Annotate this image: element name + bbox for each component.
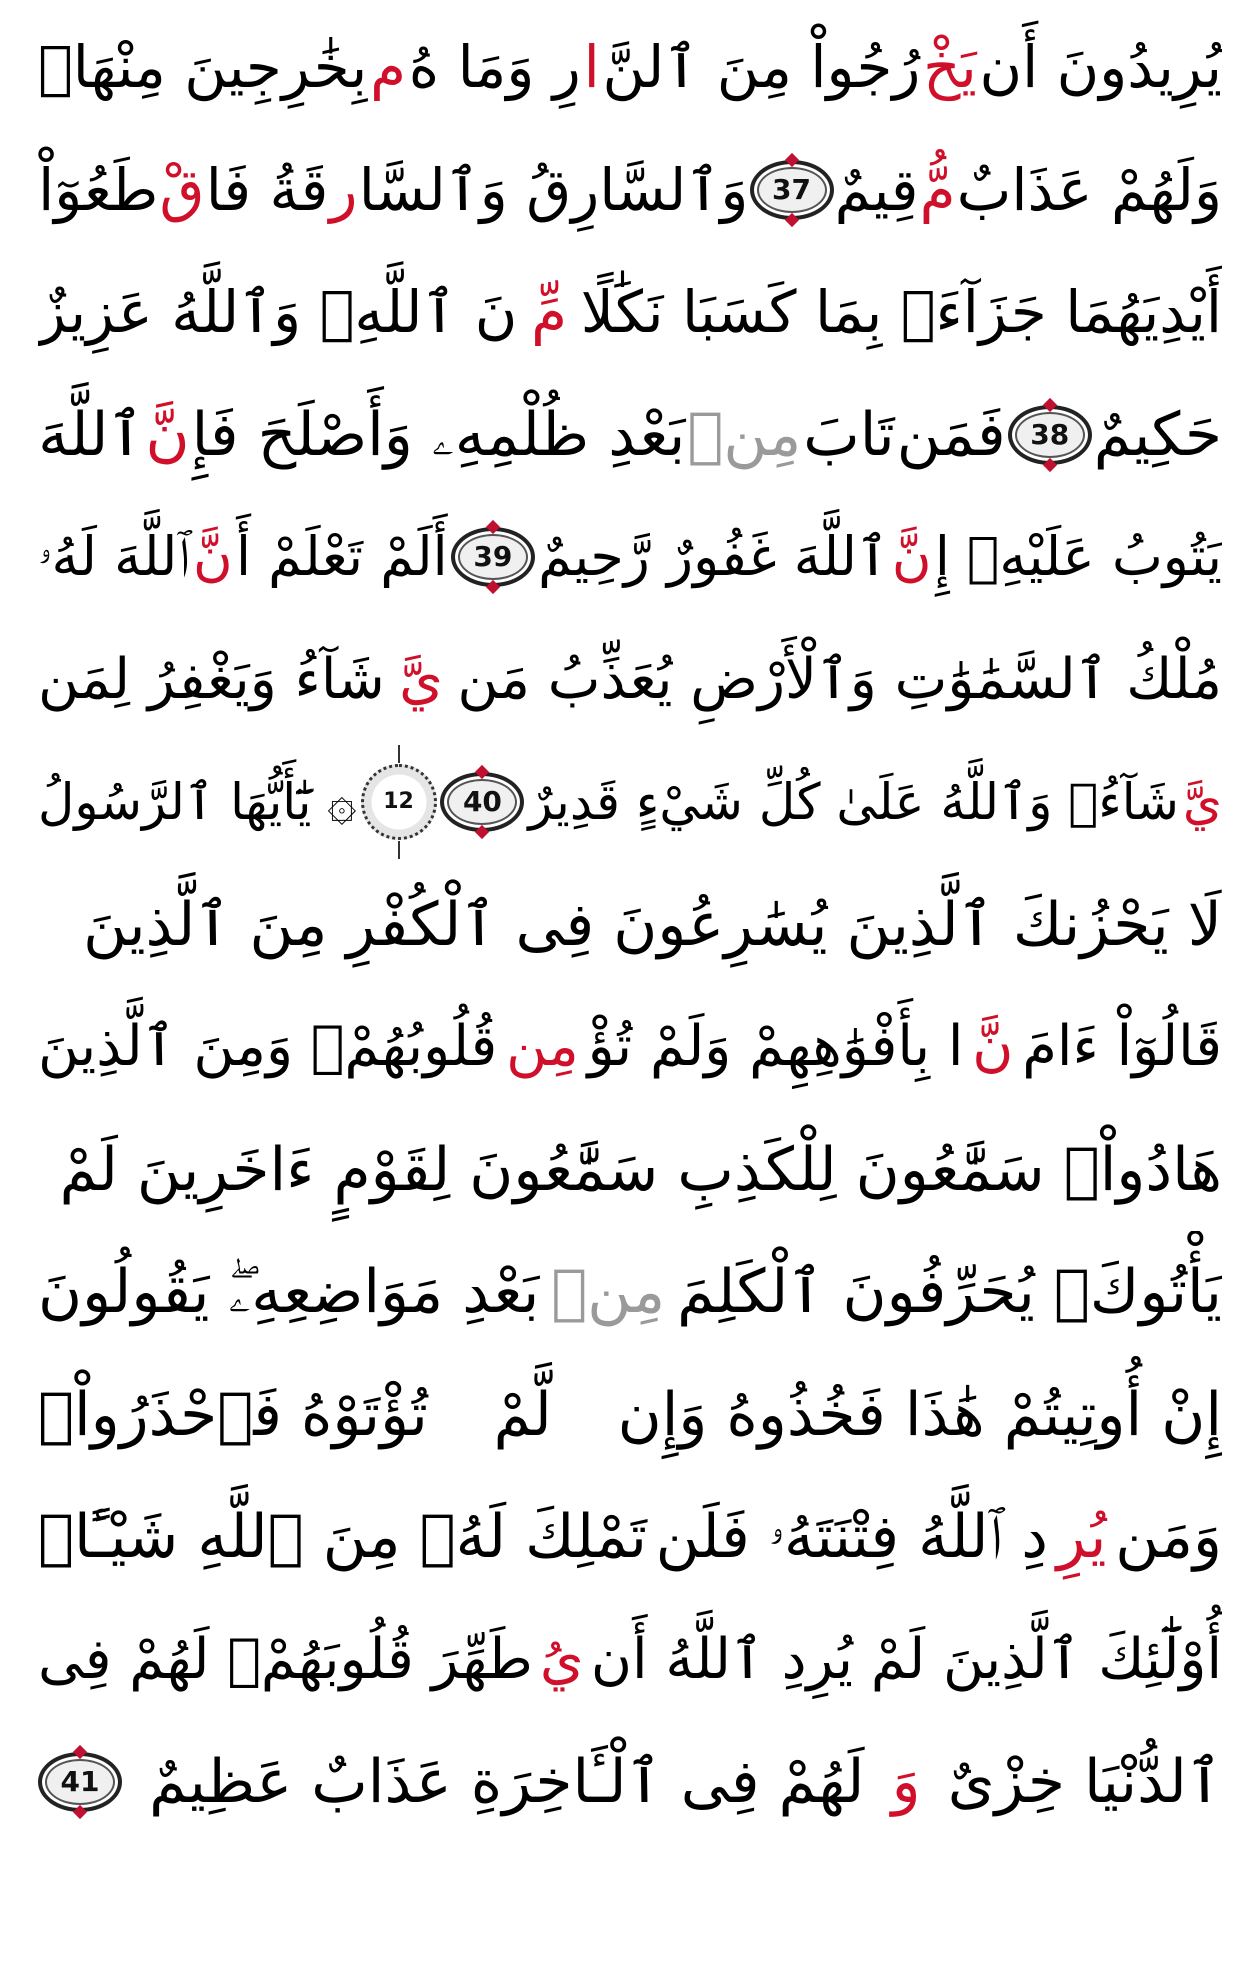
verse-text: لَّمْ	[493, 1379, 552, 1450]
verse-text: لَا يَحْزُنكَ ٱلَّذِينَ يُسَٰرِعُونَ فِى ٱلْكُفْرِ مِنَ ٱلَّذِينَ	[83, 889, 1222, 960]
ayah-number-marker: 37	[750, 160, 834, 220]
verse-text: يُرِيدُونَ أَن	[979, 33, 1222, 102]
tajweed-red-text: يَّ	[1182, 773, 1222, 832]
verse-text: رِ وَمَا هُ	[408, 33, 581, 102]
verse-text: طَهِّرَ قُلُوبَهُمْۚ لَهُمْ فِى	[38, 1626, 533, 1692]
verse-text: مُلْكُ ٱلسَّمَٰوَٰتِ وَٱلْأَرْضِ يُعَذِّبُ مَن	[457, 646, 1222, 712]
tajweed-red-text: قْ	[159, 155, 205, 224]
tajweed-red-text: نَّ	[891, 525, 932, 589]
tajweed-grey-text: مِنۢ	[687, 399, 802, 470]
verse-text: هَادُواْۛ سَمَّٰعُونَ لِلْكَذِبِ سَمَّٰعُونَ لِقَوْمٍ ءَاخَرِينَ لَمْ	[59, 1134, 1222, 1205]
verse-line	[38, 1231, 1222, 1354]
verse-text: ا بِأَفْوَٰهِهِمْ وَلَمْ تُؤْ	[587, 1014, 964, 1080]
verse-line	[38, 1109, 1222, 1232]
verse-text: تَمْلِكَ لَهُۥ مِنَ ٱللَّهِ شَيْـًٔاۚ	[38, 1502, 647, 1573]
verse-line	[38, 619, 1222, 742]
verse-text: يَأْتُوكَۖ يُحَرِّفُونَ ٱلْكَلِمَ	[677, 1257, 1222, 1328]
tajweed-grey-text: مِنۢ	[551, 1257, 666, 1328]
verse-line	[38, 1354, 1222, 1477]
verse-text: رُجُواْ مِنَ ٱلنَّ	[602, 33, 921, 102]
tajweed-red-text: يُ	[539, 1626, 584, 1692]
verse-line	[38, 1721, 1222, 1844]
verse-line	[38, 741, 1222, 864]
tajweed-red-text: يُرِ	[1056, 1502, 1107, 1573]
verse-text: قَةُ فَا	[205, 155, 329, 224]
verse-text: شَآءُۗ وَٱللَّهُ عَلَىٰ كُلِّ شَيْءٍ قَدِيرٌ	[528, 773, 1179, 832]
verse-line	[38, 1476, 1222, 1599]
verse-text: إِنْ أُوتِيتُمْ هَٰذَا فَخُذُوهُ وَإِن	[617, 1379, 1222, 1450]
verse-text: قُلُوبُهُمْۛ وَمِنَ ٱلَّذِينَ	[38, 1014, 498, 1080]
tajweed-red-text: ا	[583, 33, 600, 102]
verse-text: وَمَن	[1115, 1502, 1222, 1573]
verse-text: بِخَٰرِجِينَ مِنْهَاۖ	[38, 33, 368, 102]
verse-line	[38, 129, 1222, 252]
ayah-number-marker: 39	[451, 527, 535, 587]
ayah-number-marker: 41	[38, 1752, 122, 1812]
ayah-number-marker: 38	[1008, 405, 1092, 465]
tajweed-red-text: نَّ	[193, 525, 233, 589]
verse-text: نَ ٱللَّهِۗ وَٱللَّهُ عَزِيزٌ	[38, 278, 518, 347]
tajweed-red-text: يَّ	[399, 646, 444, 712]
verse-text: ٱللَّهَ لَهُۥ	[38, 525, 190, 589]
verse-text: وَٱلسَّارِقُ وَٱلسَّا	[358, 155, 749, 224]
tajweed-red-text: وَ	[891, 1747, 921, 1818]
verse-text: ٱللَّهَ	[38, 399, 144, 470]
verse-text: قَالُوٓاْ ءَامَ	[1022, 1014, 1222, 1080]
verse-text: تُؤْتَوْهُ فَٱحْذَرُواْۚ	[38, 1379, 428, 1450]
verse-text: بَعْدِ مَوَاضِعِهِۦۖ يَقُولُونَ	[38, 1257, 540, 1328]
verse-line	[38, 251, 1222, 374]
verse-text: وَلَهُمْ عَذَابٌ	[956, 155, 1222, 224]
tajweed-red-text: مُّ	[919, 155, 956, 224]
ayah-number-marker: 40	[440, 772, 524, 832]
tajweed-red-text: يَخْ	[923, 33, 977, 102]
tajweed-red-text: م	[370, 33, 407, 102]
tajweed-red-text: ر	[329, 155, 358, 224]
verse-text: طَعُوٓاْ	[38, 155, 159, 224]
tajweed-red-text: مِن	[506, 1014, 579, 1080]
verse-text: تَابَ	[803, 399, 895, 470]
verse-line	[38, 374, 1222, 497]
verse-line	[38, 496, 1222, 619]
hizb-quarter-marker: 12	[361, 764, 437, 840]
verse-line	[38, 1599, 1222, 1722]
verse-text: أُوْلَٰٓئِكَ ٱلَّذِينَ لَمْ يُرِدِ ٱللَّهُ أَن	[590, 1626, 1222, 1692]
tajweed-red-text: نَّ	[145, 399, 190, 470]
verse-text: حَكِيمٌ	[1093, 399, 1222, 470]
verse-text: ٱللَّهَ غَفُورٌ رَّحِيمٌ	[538, 525, 889, 589]
verse-text: لَهُمْ فِى ٱلْـَٔاخِرَةِ عَذَابٌ عَظِيمٌ	[149, 1747, 865, 1818]
verse-line	[38, 6, 1222, 129]
verse-text: شَآءُ وَيَغْفِرُ لِمَن	[38, 646, 385, 712]
verse-text: فَمَن	[896, 399, 1006, 470]
verse-text: دِ ٱللَّهُ فِتْنَتَهُۥ فَلَن	[655, 1502, 1049, 1573]
verse-line	[38, 986, 1222, 1109]
verse-text: أَيْدِيَهُمَا جَزَآءَۢ بِمَا كَسَبَا نَكَٰلًا	[580, 278, 1222, 347]
tajweed-red-text: مِّ	[531, 278, 568, 347]
verse-text: يَتُوبُ عَلَيْهِۗ إِ	[934, 525, 1222, 589]
verse-text: بَعْدِ ظُلْمِهِۦ وَأَصْلَحَ فَإِ	[191, 399, 686, 470]
verse-text: أَلَمْ تَعْلَمْ أَ	[235, 525, 448, 589]
verse-text: ۞ يَٰٓأَيُّهَا ٱلرَّسُولُ	[38, 773, 357, 832]
verse-text: قِيمٌ	[834, 155, 919, 224]
tajweed-red-text: نَّ	[972, 1014, 1014, 1080]
verse-text: ٱلدُّنْيَا خِزْىٌ	[947, 1747, 1222, 1818]
verse-line	[38, 864, 1222, 987]
